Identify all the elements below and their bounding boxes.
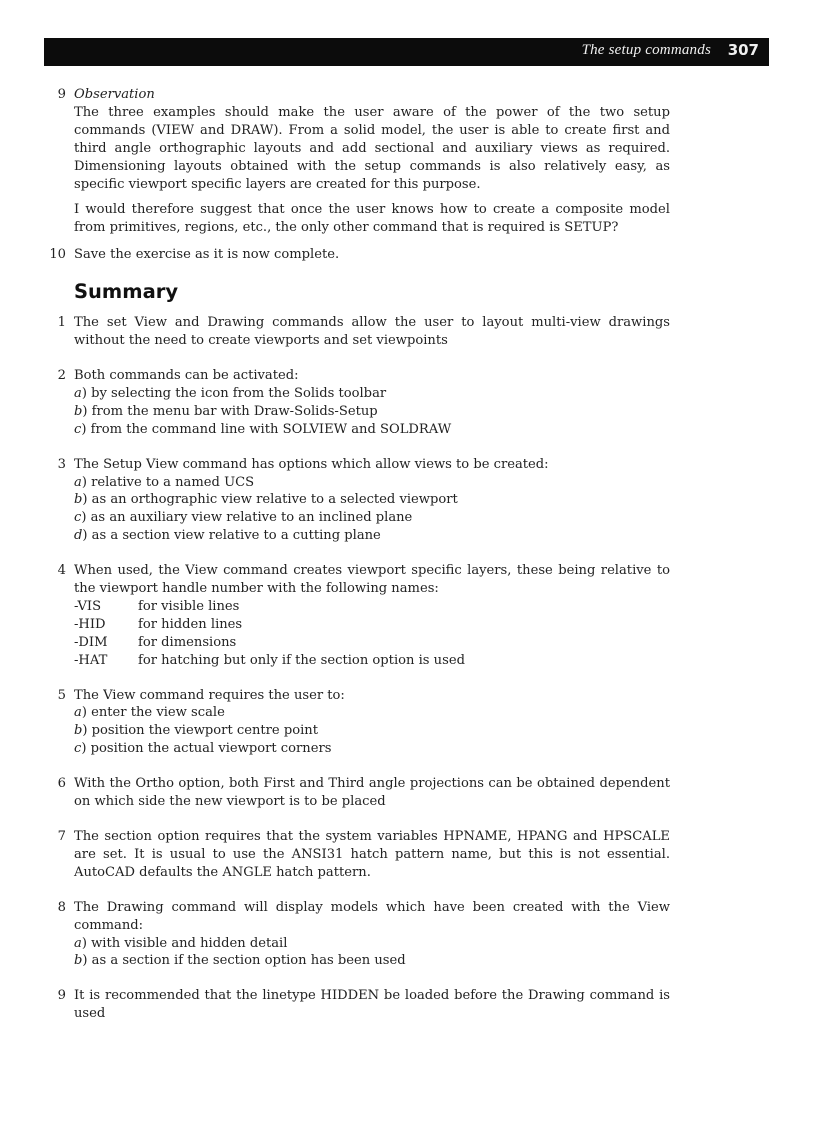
item-number: 5 — [57, 687, 66, 703]
sub-item-text: from the menu bar with Draw-Solids-Setup — [91, 403, 378, 419]
summary-list — [30, 314, 670, 1023]
layer-code: -DIM — [74, 634, 108, 650]
observation-heading: Observation — [74, 87, 155, 102]
summary-item — [30, 456, 670, 546]
item-number: 6 — [57, 776, 66, 792]
sub-item-text: as an auxiliary view relative to an inclined plane — [90, 510, 413, 526]
sub-item-text: position the viewport centre point — [91, 723, 318, 739]
layer-row — [74, 598, 670, 616]
summary-item — [30, 987, 670, 1023]
summary-text: The set View and Drawing commands allow the user to layout multi-view drawings without the need to create viewports and set viewpoints — [74, 315, 670, 349]
layer-row — [74, 652, 670, 670]
list-item-save — [30, 246, 670, 264]
item-number: 3 — [57, 456, 66, 472]
running-header — [44, 38, 769, 66]
summary-text: When used, the View command creates viewport specific layers, these being relative to the viewport handle number with the following names: — [74, 563, 670, 597]
sub-item-letter: a — [74, 474, 82, 490]
item-number: 10 — [49, 247, 66, 263]
page-body — [30, 86, 670, 1023]
summary-text: It is recommended that the linetype HIDDEN be loaded before the Drawing command is used — [74, 988, 670, 1022]
item-number: 8 — [57, 899, 66, 915]
sub-item-text: as a section view relative to a cutting plane — [91, 528, 381, 544]
layer-description: for visible lines — [138, 598, 240, 614]
summary-item — [30, 828, 670, 882]
layer-code: -VIS — [74, 598, 102, 614]
sub-item: a) enter the view scale — [74, 705, 225, 721]
item-number: 9 — [57, 87, 66, 102]
layer-row — [74, 616, 670, 634]
layer-description: for hidden lines — [138, 616, 243, 632]
sub-item-text: with visible and hidden detail — [91, 935, 288, 951]
sub-item: c) position the actual viewport corners — [74, 741, 332, 757]
summary-text: The section option requires that the system variables HPNAME, HPANG and HPSCALE are set. It is usual to use the ANSI31 hatch pattern name, but this is not essential. AutoCAD defaults the ANGLE hatch pattern. — [74, 829, 670, 880]
sub-item-text: relative to a named UCS — [91, 474, 255, 490]
sub-item-text: as a section if the section option has been used — [91, 953, 406, 969]
summary-item — [30, 314, 670, 350]
paragraph: Save the exercise as it is now complete. — [74, 247, 340, 263]
sub-item: b) as an orthographic view relative to a selected viewport — [74, 492, 458, 508]
sub-item-text: as an orthographic view relative to a selected viewport — [91, 492, 458, 508]
sub-item: d) as a section view relative to a cutting plane — [74, 528, 381, 544]
layer-code: -HID — [74, 616, 106, 632]
sub-item-letter: b — [74, 723, 83, 739]
summary-item — [30, 775, 670, 811]
sub-item-letter: a — [74, 935, 82, 951]
sub-item-letter: c — [74, 421, 82, 437]
sub-item-letter: c — [74, 741, 82, 757]
header-title: The setup commands — [581, 42, 711, 58]
sub-item-text: enter the view scale — [91, 705, 225, 721]
summary-item — [30, 562, 670, 669]
summary-text: The View command requires the user to: — [74, 687, 345, 703]
sub-item-text: by selecting the icon from the Solids toolbar — [91, 385, 387, 401]
item-number: 2 — [57, 367, 66, 383]
sub-item: c) from the command line with SOLVIEW and SOLDRAW — [74, 421, 452, 437]
sub-item: a) by selecting the icon from the Solids toolbar — [74, 385, 387, 401]
item-number: 1 — [57, 315, 66, 331]
sub-item: b) position the viewport centre point — [74, 723, 318, 739]
item-number: 7 — [57, 829, 66, 844]
sub-item-letter: d — [74, 528, 83, 544]
summary-text: The Setup View command has options which allow views to be created: — [74, 456, 549, 472]
paragraph: The three examples should make the user aware of the power of the two setup commands (VIEW and DRAW). From a solid model, the user is able to create first and third angle orthographic layouts and add sectional and auxiliary views as required. Dimensioning layouts obtained with the setup commands is also relatively easy, as specific viewport specific layers are created for this purpose. — [74, 104, 670, 192]
summary-text: Both commands can be activated: — [74, 367, 299, 383]
sub-item-letter: c — [74, 510, 82, 526]
sub-item-letter: a — [74, 385, 82, 401]
sub-item: b) from the menu bar with Draw-Solids-Setup — [74, 403, 378, 419]
summary-heading: Summary — [74, 280, 179, 304]
sub-item-text: position the actual viewport corners — [90, 741, 332, 757]
summary-item — [30, 687, 670, 759]
layer-description: for dimensions — [138, 634, 237, 650]
sub-item: a) with visible and hidden detail — [74, 935, 288, 951]
layer-code: -HAT — [74, 652, 108, 668]
item-number: 4 — [57, 563, 66, 579]
sub-item: a) relative to a named UCS — [74, 474, 255, 490]
sub-item-letter: b — [74, 403, 83, 419]
paragraph: I would therefore suggest that once the user knows how to create a composite model from primitives, regions, etc., the only other command that is required is SETUP? — [74, 202, 670, 236]
sub-item: b) as a section if the section option has been used — [74, 953, 406, 969]
summary-item — [30, 899, 670, 971]
page-number: 307 — [727, 41, 759, 59]
item-number: 9 — [57, 988, 66, 1004]
summary-text: With the Ortho option, both First and Third angle projections can be obtained dependent on which side the new viewport is to be placed — [74, 776, 670, 810]
layer-description: for hatching but only if the section option is used — [138, 652, 465, 668]
summary-text: The Drawing command will display models which have been created with the View command: — [74, 899, 670, 933]
sub-item-letter: b — [74, 953, 83, 969]
sub-item: c) as an auxiliary view relative to an inclined plane — [74, 510, 413, 526]
list-item-observation — [30, 86, 670, 237]
sub-item-text: from the command line with SOLVIEW and SOLDRAW — [90, 421, 452, 437]
sub-item-letter: a — [74, 705, 82, 721]
sub-item-letter: b — [74, 492, 83, 508]
layer-row — [74, 634, 670, 652]
summary-item — [30, 367, 670, 439]
